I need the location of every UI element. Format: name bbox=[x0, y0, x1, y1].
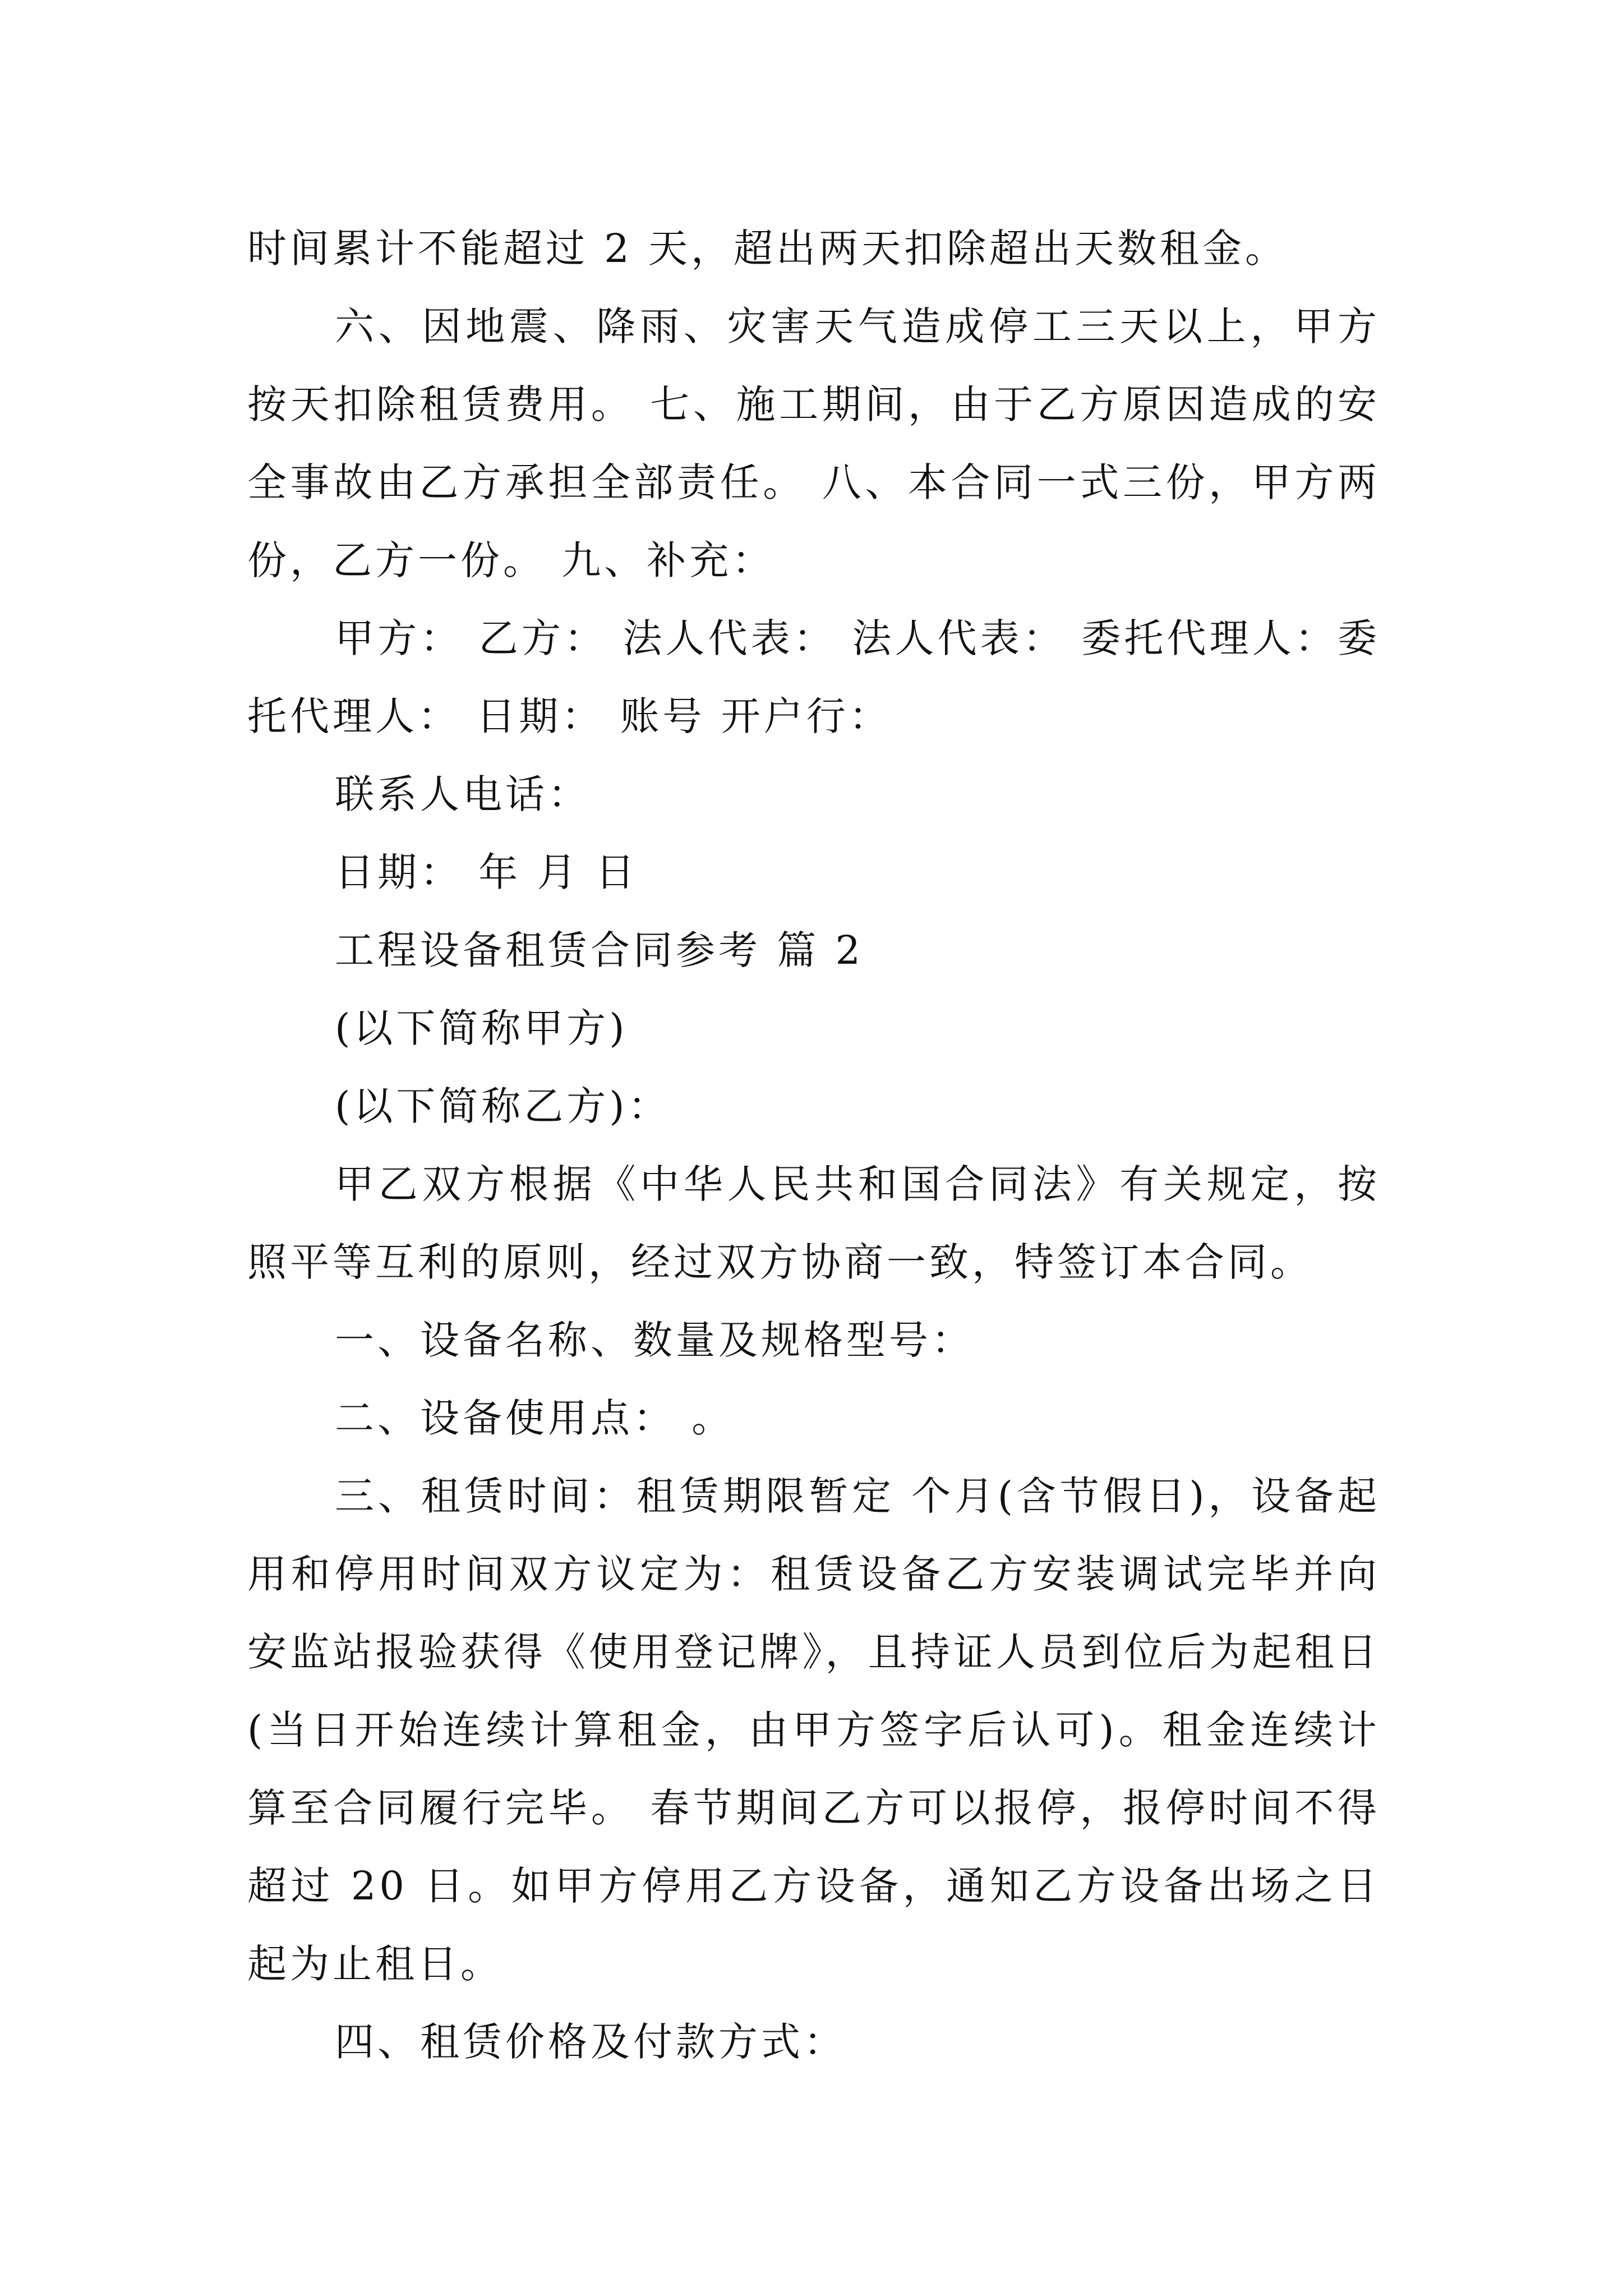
paragraph-party-b: (以下简称乙方)： bbox=[335, 1083, 671, 1129]
paragraph-party-a: (以下简称甲方) bbox=[335, 1005, 628, 1051]
paragraph-item-3: 三、租赁时间：租赁期限暂定 个月(含节假日)，设备起用和停用时间双方议定为：租赁设备乙方安装调试完毕并向安监站报验获得《使用登记牌》，且持证人员到位后为起租日(当日开始连续计算租金，由甲方签字后认可)。租金连续计算至合同履行完毕。 春节期间乙方可以报停，报停时间不得超过 20 日。如甲方停用乙方设备，通知乙方设备出场之日起为止租日。 bbox=[247, 1473, 1380, 1987]
paragraph-preamble: 甲乙双方根据《中华人民共和国合同法》有关规定，按照平等互利的原则，经过双方协商一致，特签订本合同。 bbox=[247, 1161, 1380, 1285]
paragraph-item-1: 一、设备名称、数量及规格型号： bbox=[335, 1317, 974, 1363]
document-body bbox=[247, 210, 1380, 2081]
paragraph-date: 日期： 年 月 日 bbox=[335, 849, 638, 895]
paragraph-item-4: 四、租赁价格及付款方式： bbox=[335, 2019, 846, 2065]
paragraph-contact-phone: 联系人电话： bbox=[335, 771, 591, 817]
paragraph-continuation: 时间累计不能超过 2 天，超出两天扣除超出天数租金。 bbox=[247, 226, 1288, 272]
paragraph-item-2: 二、设备使用点： 。 bbox=[335, 1395, 735, 1441]
paragraph-signatures: 甲方： 乙方： 法人代表： 法人代表： 委托代理人：委托代理人： 日期： 账号 开户行： bbox=[247, 615, 1380, 739]
paragraph-clause-six-to-nine: 六、因地震、降雨、灾害天气造成停工三天以上，甲方按天扣除租赁费用。 七、施工期间，由于乙方原因造成的安全事故由乙方承担全部责任。 八、本合同一式三份，甲方两份，乙方一份。 九、补充： bbox=[247, 303, 1380, 583]
section-title-2: 工程设备租赁合同参考 篇 2 bbox=[335, 927, 864, 973]
